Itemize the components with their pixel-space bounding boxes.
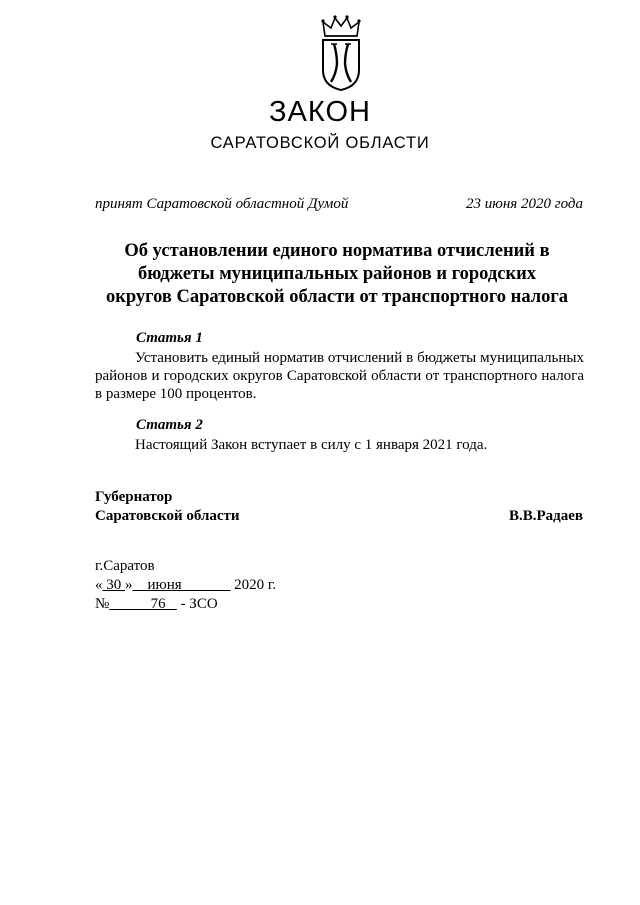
signatory-position: Губернатор Саратовской области	[95, 489, 240, 524]
document-region: САРАТОВСКОЙ ОБЛАСТИ	[210, 134, 430, 152]
adopted-date: 23 июня 2020 года	[466, 196, 583, 212]
document-title: ЗАКОН	[269, 96, 371, 128]
signatory-name: В.В.Радаев	[508, 508, 583, 524]
date-month: июня	[147, 577, 182, 593]
article-2-text: Настоящий Закон вступает в силу с 1 января 2021 года.	[135, 437, 488, 453]
number-line: № 76 - ЗСО	[95, 596, 218, 612]
law-number: 76	[150, 596, 166, 612]
date-year: 2020 г.	[234, 577, 277, 593]
place-date-number	[95, 557, 276, 614]
saratov-coat-of-arms-icon	[317, 14, 365, 92]
article-1-title: Статья 1	[136, 330, 203, 346]
article-1-text: Установить единый норматив отчислений в бюджеты муниципальных районов и городских округов Саратовской области от транспортного налога в размере 100 процентов.	[95, 350, 584, 402]
article-2-title: Статья 2	[136, 417, 203, 433]
heading-line: Об установлении единого норматива отчислений в	[124, 241, 550, 261]
date-day: 30	[106, 577, 122, 593]
heading-line: округов Саратовской области от транспортного налога	[105, 287, 569, 307]
law-heading	[90, 240, 584, 309]
heading-line: бюджеты муниципальных районов и городских	[137, 264, 537, 284]
date-line: « 30 » июня 2020 г.	[95, 577, 277, 593]
place: г.Саратов	[95, 558, 155, 574]
adopted-by: принят Саратовской областной Думой	[95, 196, 349, 212]
